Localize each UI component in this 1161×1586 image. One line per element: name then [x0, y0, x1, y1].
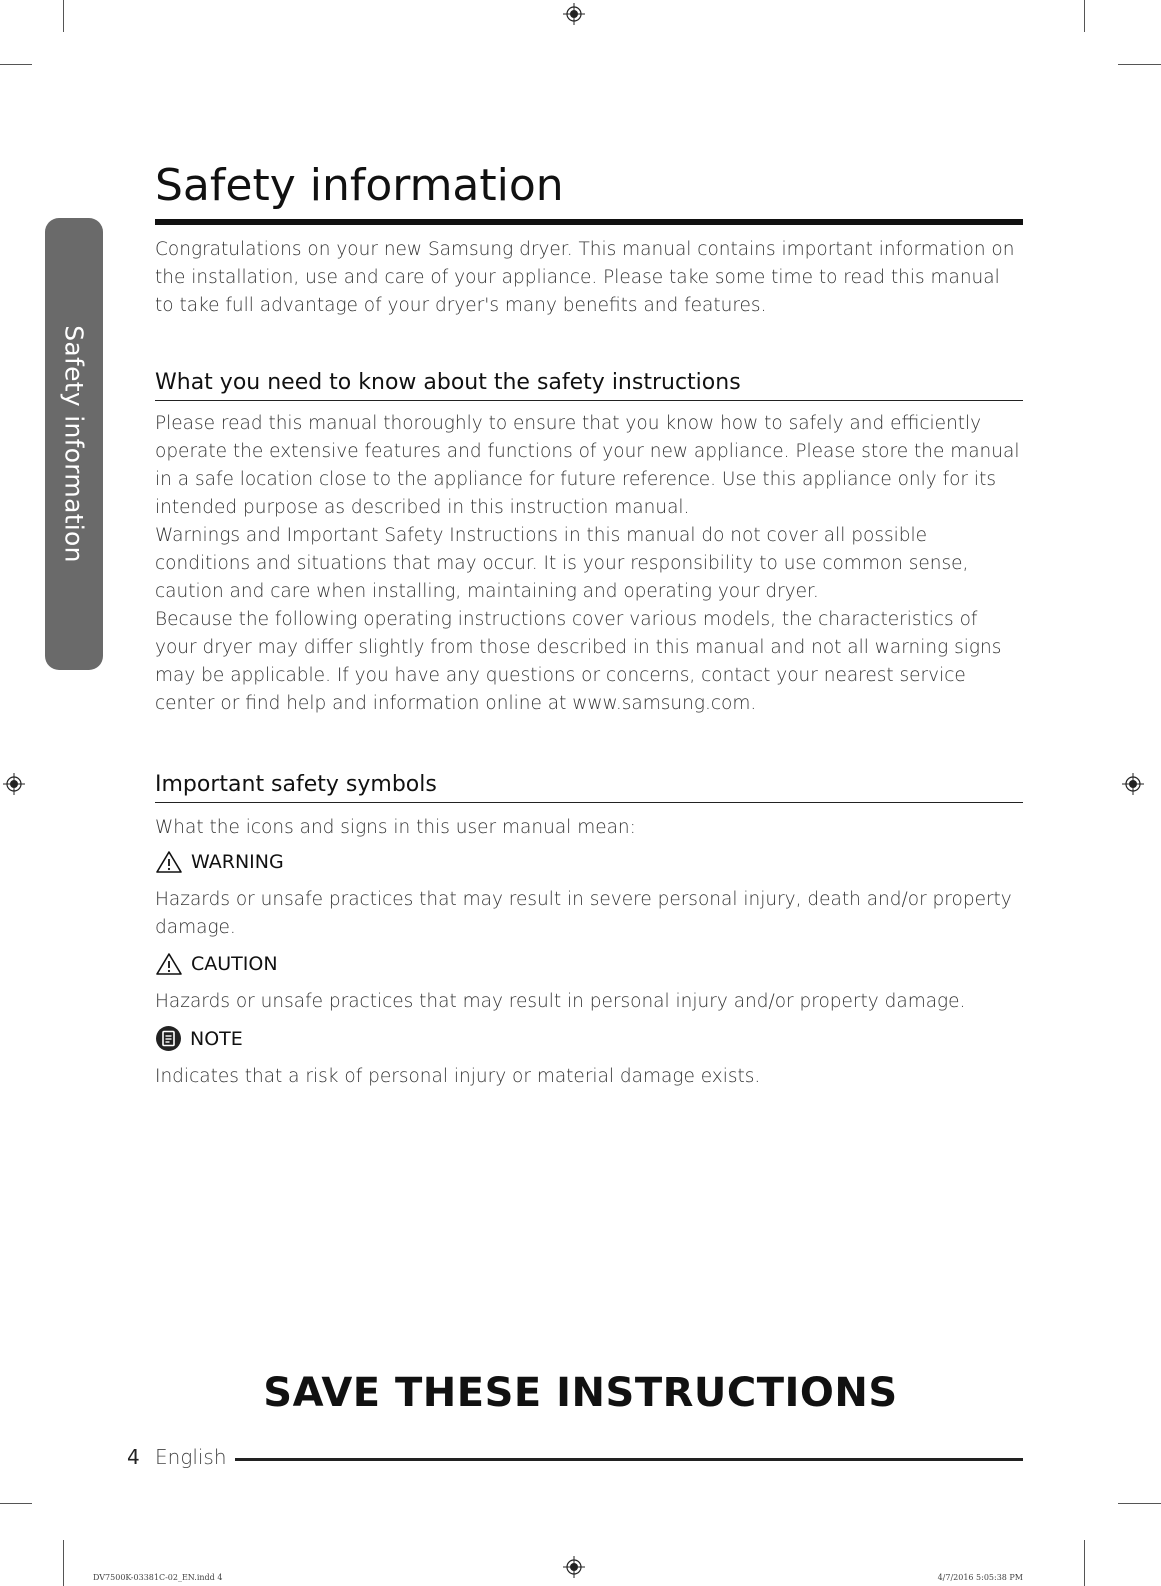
print-file-info: DV7500K-03381C-02_EN.indd 4 — [93, 1573, 223, 1582]
note-description: Indicates that a risk of personal injury or material damage exists. — [155, 1066, 761, 1087]
registration-mark-icon — [563, 3, 585, 25]
caution-label: CAUTION — [191, 953, 278, 975]
section-heading-safety-instructions: What you need to know about the safety instructions — [155, 370, 1023, 401]
warning-label: WARNING — [191, 851, 284, 873]
side-chapter-tab — [45, 218, 103, 670]
crop-mark — [1118, 64, 1161, 65]
caution-row — [155, 952, 1023, 976]
crop-mark — [1118, 1503, 1161, 1504]
crop-mark — [1084, 0, 1085, 32]
paragraph: Please read this manual thoroughly to ensure that you know how to safely and efficiently operate the extensive features and functions of your new appliance. Please store the manual in a safe location close to the appliance for future reference. Use this appliance only for its intended purpose as described in this instruction manual. — [155, 413, 1020, 518]
note-row — [155, 1025, 1023, 1052]
registration-mark-icon — [1122, 773, 1144, 795]
warning-triangle-icon — [155, 952, 183, 976]
note-icon — [155, 1025, 182, 1052]
crop-mark — [1084, 1540, 1085, 1586]
warning-description: Hazards or unsafe practices that may result in severe personal injury, death and/or property damage. — [155, 889, 1012, 938]
page-number: 4 — [127, 1445, 140, 1469]
symbols-intro: What the icons and signs in this user manual mean: — [155, 817, 636, 838]
crop-mark — [63, 0, 64, 32]
print-timestamp: 4/7/2016 5:05:38 PM — [937, 1573, 1023, 1582]
registration-mark-icon — [3, 773, 25, 795]
note-label: NOTE — [190, 1027, 243, 1050]
footer-rule — [235, 1458, 1023, 1461]
page-title: Safety information — [155, 160, 564, 211]
section-heading-safety-symbols: Important safety symbols — [155, 772, 1023, 803]
footer-language: English — [155, 1445, 227, 1469]
intro-paragraph: Congratulations on your new Samsung dryer. This manual contains important information on the installation, use and care of your appliance. Please take some time to read this manual to take full advantage of your dryer's many benefits and features. — [155, 239, 1015, 316]
warning-row — [155, 850, 1023, 874]
paragraph: Because the following operating instructions cover various models, the characteristics of your dryer may differ slightly from those described in this manual and not all warning signs may be applicable. If you have any questions or concerns, contact your nearest service center or find help and information online at www.samsung.com. — [155, 609, 1002, 714]
side-tab-label: Safety information — [59, 325, 89, 563]
registration-mark-icon — [563, 1556, 585, 1578]
warning-triangle-icon — [155, 850, 183, 874]
save-instructions-banner: SAVE THESE INSTRUCTIONS — [263, 1370, 898, 1416]
paragraph: Warnings and Important Safety Instructions in this manual do not cover all possible conditions and situations that may occur. It is your responsibility to use common sense, caution and care when installing, maintaining and operating your dryer. — [155, 525, 969, 602]
crop-mark — [0, 64, 32, 65]
caution-description: Hazards or unsafe practices that may result in personal injury and/or property damage. — [155, 991, 966, 1012]
crop-mark — [63, 1540, 64, 1586]
title-rule — [155, 219, 1023, 225]
crop-mark — [0, 1503, 32, 1504]
section-safety-instructions-body — [155, 410, 1023, 718]
